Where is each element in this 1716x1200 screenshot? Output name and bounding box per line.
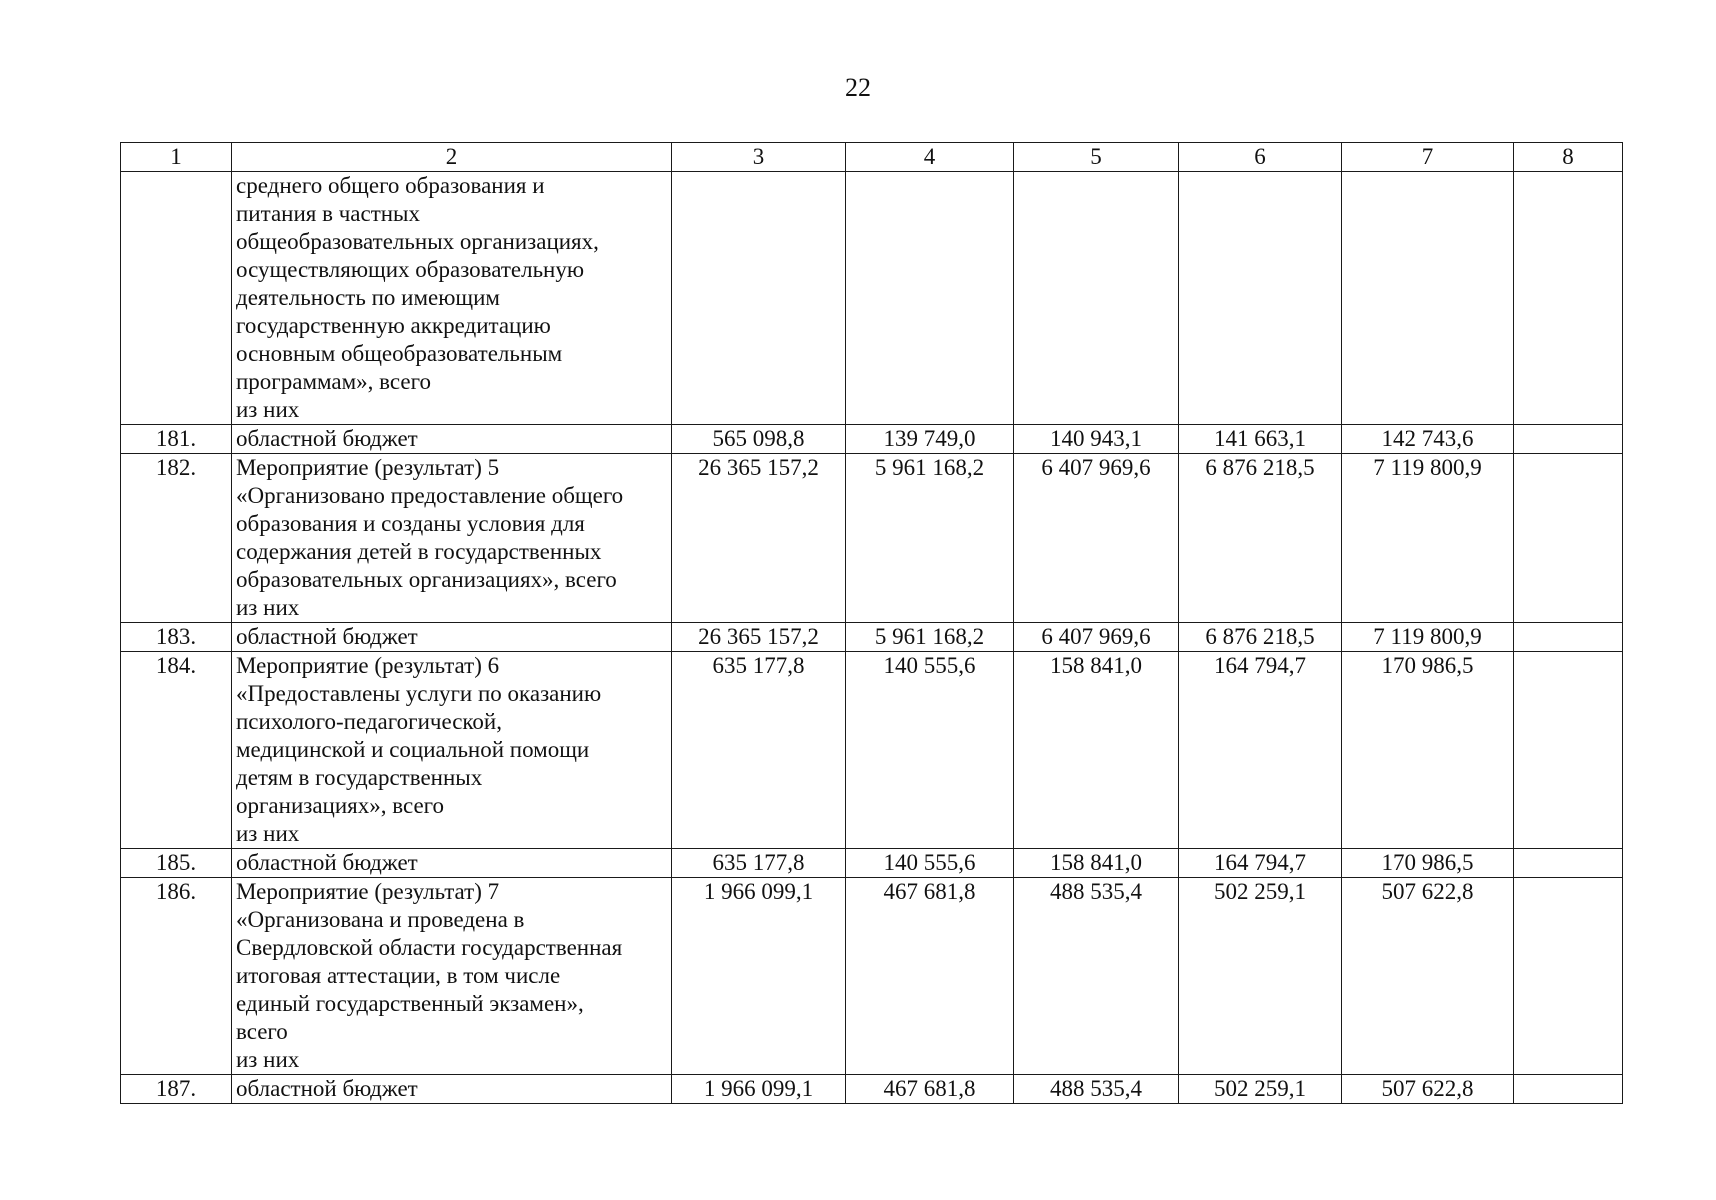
- value-cell-col-5: 158 841,0: [1014, 849, 1179, 878]
- value-cell-col-5: 488 535,4: [1014, 1075, 1179, 1104]
- value-cell-col-3: 635 177,8: [672, 652, 846, 849]
- row-number-cell: 187.: [121, 1075, 232, 1104]
- row-number-cell: 185.: [121, 849, 232, 878]
- description-cell: областной бюджет: [232, 425, 672, 454]
- row-number-cell: 181.: [121, 425, 232, 454]
- column-header-3: 3: [672, 143, 846, 172]
- value-cell-col-6: 141 663,1: [1179, 425, 1342, 454]
- value-cell-col-6: 164 794,7: [1179, 849, 1342, 878]
- page-number: 22: [845, 73, 871, 102]
- value-cell-col-5: 6 407 969,6: [1014, 454, 1179, 623]
- value-cell-col-4: 467 681,8: [846, 1075, 1014, 1104]
- budget-table: [120, 142, 1623, 1104]
- column-number-header-row: [121, 143, 1623, 172]
- table-body: [121, 172, 1623, 1104]
- value-cell-col-4: [846, 172, 1014, 425]
- value-cell-col-7: [1342, 172, 1514, 425]
- column-header-5: 5: [1014, 143, 1179, 172]
- value-cell-col-8: [1514, 425, 1623, 454]
- table-row: [121, 172, 1623, 425]
- value-cell-col-5: 158 841,0: [1014, 652, 1179, 849]
- description-cell: областной бюджет: [232, 849, 672, 878]
- value-cell-col-7: 170 986,5: [1342, 849, 1514, 878]
- value-cell-col-5: [1014, 172, 1179, 425]
- value-cell-col-3: 26 365 157,2: [672, 454, 846, 623]
- value-cell-col-7: 507 622,8: [1342, 878, 1514, 1075]
- column-header-6: 6: [1179, 143, 1342, 172]
- value-cell-col-4: 140 555,6: [846, 849, 1014, 878]
- row-number-cell: 183.: [121, 623, 232, 652]
- column-header-8: 8: [1514, 143, 1623, 172]
- value-cell-col-3: 1 966 099,1: [672, 878, 846, 1075]
- value-cell-col-7: 7 119 800,9: [1342, 454, 1514, 623]
- value-cell-col-5: 140 943,1: [1014, 425, 1179, 454]
- value-cell-col-7: 170 986,5: [1342, 652, 1514, 849]
- column-header-1: 1: [121, 143, 232, 172]
- value-cell-col-8: [1514, 623, 1623, 652]
- value-cell-col-4: 139 749,0: [846, 425, 1014, 454]
- value-cell-col-4: 140 555,6: [846, 652, 1014, 849]
- value-cell-col-3: 1 966 099,1: [672, 1075, 846, 1104]
- table-row: [121, 878, 1623, 1075]
- value-cell-col-8: [1514, 878, 1623, 1075]
- value-cell-col-8: [1514, 849, 1623, 878]
- value-cell-col-6: 6 876 218,5: [1179, 623, 1342, 652]
- table-row: [121, 425, 1623, 454]
- value-cell-col-3: 565 098,8: [672, 425, 846, 454]
- description-cell: областной бюджет: [232, 1075, 672, 1104]
- value-cell-col-5: 488 535,4: [1014, 878, 1179, 1075]
- value-cell-col-6: 502 259,1: [1179, 878, 1342, 1075]
- value-cell-col-5: 6 407 969,6: [1014, 623, 1179, 652]
- value-cell-col-6: [1179, 172, 1342, 425]
- table-row: [121, 1075, 1623, 1104]
- column-header-2: 2: [232, 143, 672, 172]
- description-cell: среднего общего образования и питания в частных общеобразовательных организациях, осуществляющих образовательную деятельность по имеющим государственную аккредитацию основным общеобразовательным программам», всего из них: [232, 172, 672, 425]
- row-number-cell: 186.: [121, 878, 232, 1075]
- value-cell-col-6: 164 794,7: [1179, 652, 1342, 849]
- value-cell-col-6: 502 259,1: [1179, 1075, 1342, 1104]
- value-cell-col-7: 507 622,8: [1342, 1075, 1514, 1104]
- table-row: [121, 849, 1623, 878]
- table-row: [121, 454, 1623, 623]
- value-cell-col-3: 26 365 157,2: [672, 623, 846, 652]
- value-cell-col-8: [1514, 454, 1623, 623]
- value-cell-col-3: 635 177,8: [672, 849, 846, 878]
- table-row: [121, 652, 1623, 849]
- value-cell-col-3: [672, 172, 846, 425]
- description-cell: Мероприятие (результат) 5 «Организовано предоставление общего образования и созданы условия для содержания детей в государственных образовательных организациях», всего из них: [232, 454, 672, 623]
- table-row: [121, 623, 1623, 652]
- column-header-7: 7: [1342, 143, 1514, 172]
- row-number-cell: 184.: [121, 652, 232, 849]
- value-cell-col-8: [1514, 652, 1623, 849]
- description-cell: областной бюджет: [232, 623, 672, 652]
- column-header-4: 4: [846, 143, 1014, 172]
- description-cell: Мероприятие (результат) 7 «Организована и проведена в Свердловской области государственная итоговая аттестации, в том числе единый государственный экзамен», всего из них: [232, 878, 672, 1075]
- row-number-cell: 182.: [121, 454, 232, 623]
- value-cell-col-4: 467 681,8: [846, 878, 1014, 1075]
- value-cell-col-6: 6 876 218,5: [1179, 454, 1342, 623]
- row-number-cell: [121, 172, 232, 425]
- value-cell-col-8: [1514, 1075, 1623, 1104]
- value-cell-col-7: 142 743,6: [1342, 425, 1514, 454]
- description-cell: Мероприятие (результат) 6 «Предоставлены услуги по оказанию психолого-педагогической, медицинской и социальной помощи детям в государственных организациях», всего из них: [232, 652, 672, 849]
- value-cell-col-8: [1514, 172, 1623, 425]
- value-cell-col-4: 5 961 168,2: [846, 454, 1014, 623]
- value-cell-col-4: 5 961 168,2: [846, 623, 1014, 652]
- value-cell-col-7: 7 119 800,9: [1342, 623, 1514, 652]
